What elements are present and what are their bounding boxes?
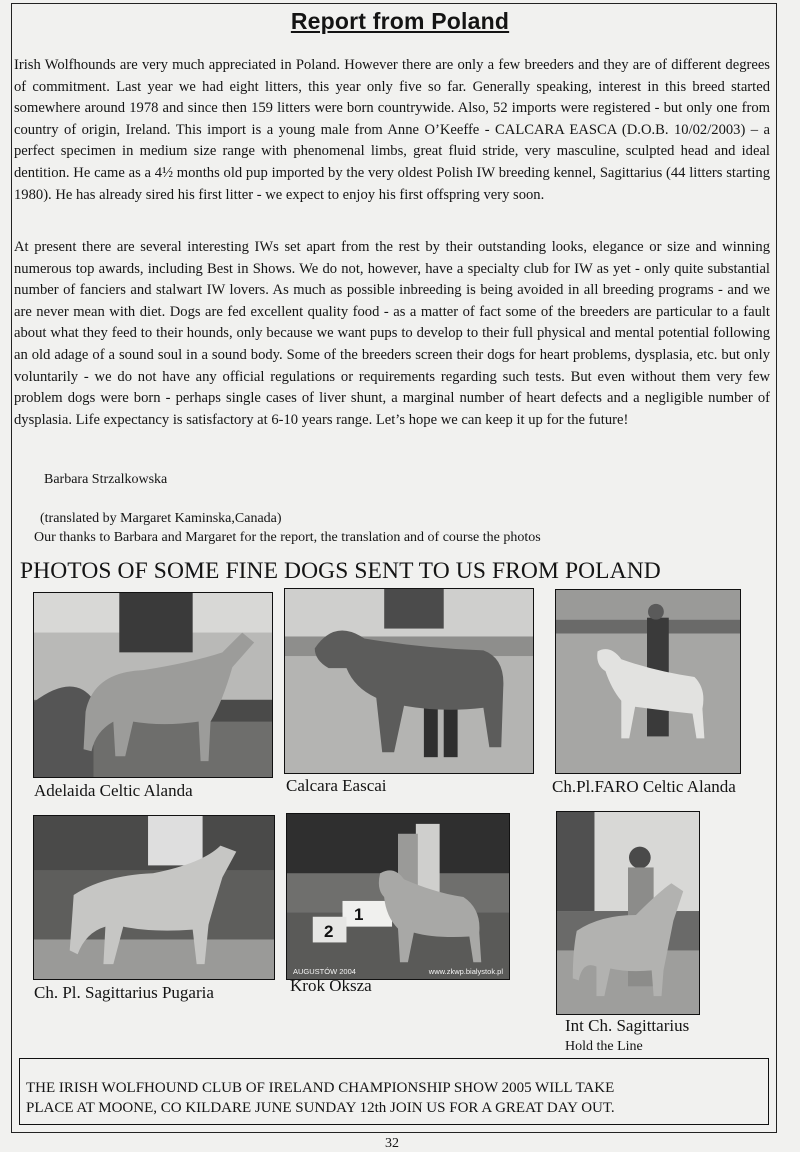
caption-adelaida: Adelaida Celtic Alanda xyxy=(34,781,193,800)
photos-heading: PHOTOS OF SOME FINE DOGS SENT TO US FROM POLAND xyxy=(20,558,661,584)
report-paragraph-1: Irish Wolfhounds are very much appreciated in Poland. However there are only a few breeders and they are of different degrees of commitment. Last year we had eight litters, this year only five so far. Generally speaking, interest in this breed started somewhere around 1978 and since then 159 litters were born countrywide. Also, 52 imports were registered - but only one from country of origin, Ireland. This import is a young male from Anne O’Keeffe - CALCARA EASCA (D.O.B. 10/02/2003) – a perfect specimen in medium size range with phenomenal limbs, great fluid stride, very masculine, sculpted head and ideal dentition. He came as a 4½ months old pup imported by the very oldest Polish IW breeding kennel, Sagittarius (44 litters starting 1980). He has already sired his first litter - we expect to enjoy his first offspring very soon. xyxy=(14,57,770,203)
sub-caption-hold-the-line: Hold the Line xyxy=(565,1039,643,1054)
announcement-text xyxy=(26,1078,615,1118)
dog-photo-pugaria xyxy=(33,815,275,980)
dog-photo-faro-image xyxy=(556,590,740,773)
caption-calcara: Calcara Eascai xyxy=(286,776,387,795)
dog-photo-adelaida-image xyxy=(34,593,272,777)
dog-photo-faro xyxy=(555,589,741,774)
report-title: Report from Poland xyxy=(290,8,510,34)
dog-photo-hold-the-line xyxy=(556,811,700,1015)
author-name: Barbara Strzalkowska xyxy=(44,472,168,487)
photo-stamp-website: www.zkwp.bialystok.pl xyxy=(428,967,503,976)
photo-stamp-location: AUGUSTÓW 2004 xyxy=(293,967,356,976)
caption-hold-the-line: Int Ch. Sagittarius xyxy=(565,1016,690,1035)
podium-second-place: 2 xyxy=(324,922,334,941)
dog-photo-adelaida xyxy=(33,592,273,778)
dog-photo-pugaria-image xyxy=(34,816,274,979)
announcement-line-1: THE IRISH WOLFHOUND CLUB OF IRELAND CHAMPIONSHIP SHOW 2005 WILL TAKE xyxy=(26,1080,615,1096)
report-paragraph-2: At present there are several interesting IWs set apart from the rest by their outstanding looks, elegance or size and winning numerous top awards, including Best in Shows. We do not, however, have a specialty club for IW as yet - only quite substantial number of fanciers and stalwart IW lovers. As much as possible inbreeding is being avoided in all breeding programs - and we are never mean with diet. Dogs are fed excellent quality food - as a matter of fact some of the breeders are particular to a fault about what they feed to their hounds, only because we want pups to develop to their full physical and mental potential following an old adage of a sound soul in a sound body. Some of the breeders screen their dogs for heart problems, dysplasia, etc. but only voluntarily - we do not have any official regulations or requirements regarding such tests. But even without them very few problem dogs were born - perhaps single cases of liver shunt, a marginal number of heart defects and a negligible number of dysplasia. Life expectancy is satisfactory at 6-10 years range. Let’s hope we can keep it up for the future! xyxy=(14,239,770,428)
caption-faro: Ch.Pl.FARO Celtic Alanda xyxy=(552,777,736,796)
dog-photo-hold-the-line-image xyxy=(557,812,699,1014)
dog-photo-calcara-image xyxy=(285,589,533,773)
thanks-note: Our thanks to Barbara and Margaret for the report, the translation and of course the photos xyxy=(34,530,541,545)
caption-krok-oksza: Krok Oksza xyxy=(290,976,372,995)
dog-photo-krok-oksza xyxy=(286,813,510,980)
announcement-line-2: PLACE AT MOONE, CO KILDARE JUNE SUNDAY 12th JOIN US FOR A GREAT DAY OUT. xyxy=(26,1100,615,1116)
translator-credit: (translated by Margaret Kaminska,Canada) xyxy=(40,511,282,526)
page-number: 32 xyxy=(385,1136,399,1151)
caption-pugaria: Ch. Pl. Sagittarius Pugaria xyxy=(34,983,214,1002)
dog-photo-krok-oksza-image xyxy=(287,814,509,979)
dog-photo-calcara xyxy=(284,588,534,774)
podium-first-place: 1 xyxy=(354,905,364,924)
